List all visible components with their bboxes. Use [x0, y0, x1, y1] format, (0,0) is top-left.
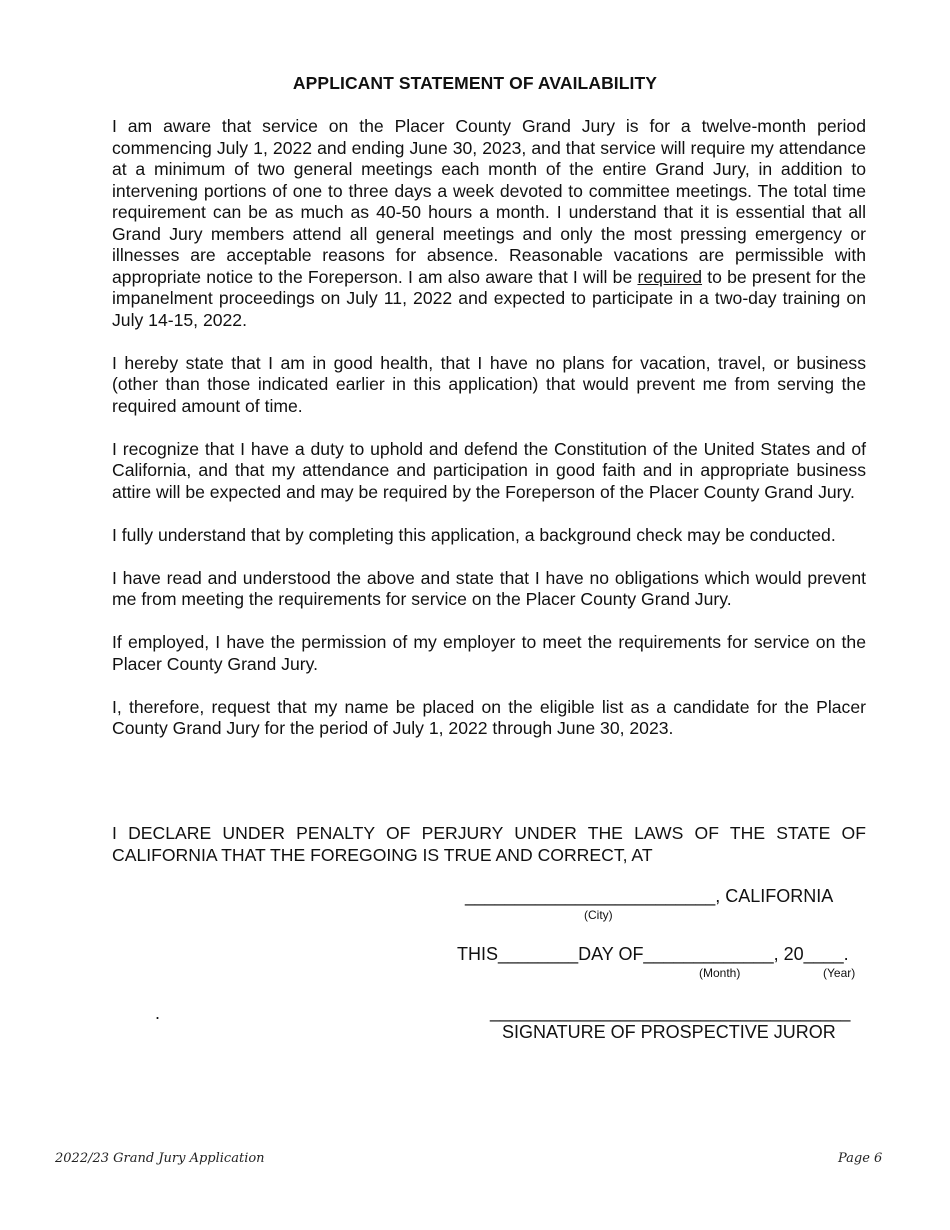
paragraph-background-check: I fully understand that by completing this application, a background check may be conducted. [112, 524, 836, 545]
paragraph-request: I, therefore, request that my name be placed on the eligible list as a candidate for the Placer County Grand Jury for the period of July 1, 2022 through June 30, 2023. [112, 696, 866, 738]
paragraph-obligations: I have read and understood the above and state that I have no obligations which would prevent me from meeting the requirements for service on the Placer County Grand Jury. [112, 567, 866, 609]
footer-document-name: 2022/23 Grand Jury Application [55, 1151, 265, 1166]
paragraph-employer: If employed, I have the permission of my employer to meet the requirements for service on the Placer County Grand Jury. [112, 632, 866, 674]
paragraph-1-text-a: I am aware that service on the Placer County Grand Jury is for a twelve-month period commencing July 1, 2022 and ending June 30, 2023, and that service will require my attendance at a minimum of two general meetings each month of the entire Grand Jury, in addition to intervening portions of one to three days a week devoted to committee meetings. The total time requirement can be as much as 40-50 hours a month. I understand that it is essential that all Grand Jury members attend all general meetings and only the most pressing emergency or illnesses are acceptable reasons for absence. Reasonable vacations are permissible with appropriate notice to the Foreperson. I am also aware that I will be [112, 116, 866, 287]
perjury-declaration: I DECLARE UNDER PENALTY OF PERJURY UNDER THE LAWS OF THE STATE OF CALIFORNIA THAT THE FOREGOING IS TRUE AND CORRECT, AT [112, 823, 866, 865]
footer-page-number: Page 6 [838, 1151, 883, 1166]
city-field-line[interactable]: _________________________, CALIFORNIA [465, 886, 834, 906]
paragraph-constitution: I recognize that I have a duty to uphold and defend the Constitution of the United States and of California, and that my attendance and participation in good faith and in appropriate business attire will be expected and may be required by the Foreperson of the Placer County Grand Jury. [112, 438, 866, 502]
signature-label: SIGNATURE OF PROSPECTIVE JUROR [502, 1022, 836, 1042]
stray-mark: . [155, 1003, 161, 1023]
month-label: (Month) [699, 966, 741, 980]
underlined-required: required [637, 266, 703, 287]
paragraph-1-text-b: to be present for the impanelment proceedings on July 11, 2022 and expected to participate in a two-day training on July 14-15, 2022. [112, 266, 867, 330]
city-label: (City) [584, 908, 613, 922]
paragraph-service-requirements [112, 116, 866, 331]
paragraph-health: I hereby state that I am in good health, that I have no plans for vacation, travel, or business (other than those indicated earlier in this application) that would prevent me from serving the required amount of time. [112, 352, 866, 416]
year-label: (Year) [823, 966, 856, 980]
signature-field-line[interactable]: ____________________________________ [490, 1002, 851, 1022]
statement-body [112, 116, 866, 761]
page-title: APPLICANT STATEMENT OF AVAILABILITY [292, 73, 658, 93]
date-field-line[interactable]: THIS________DAY OF_____________, 20____. [457, 944, 849, 964]
